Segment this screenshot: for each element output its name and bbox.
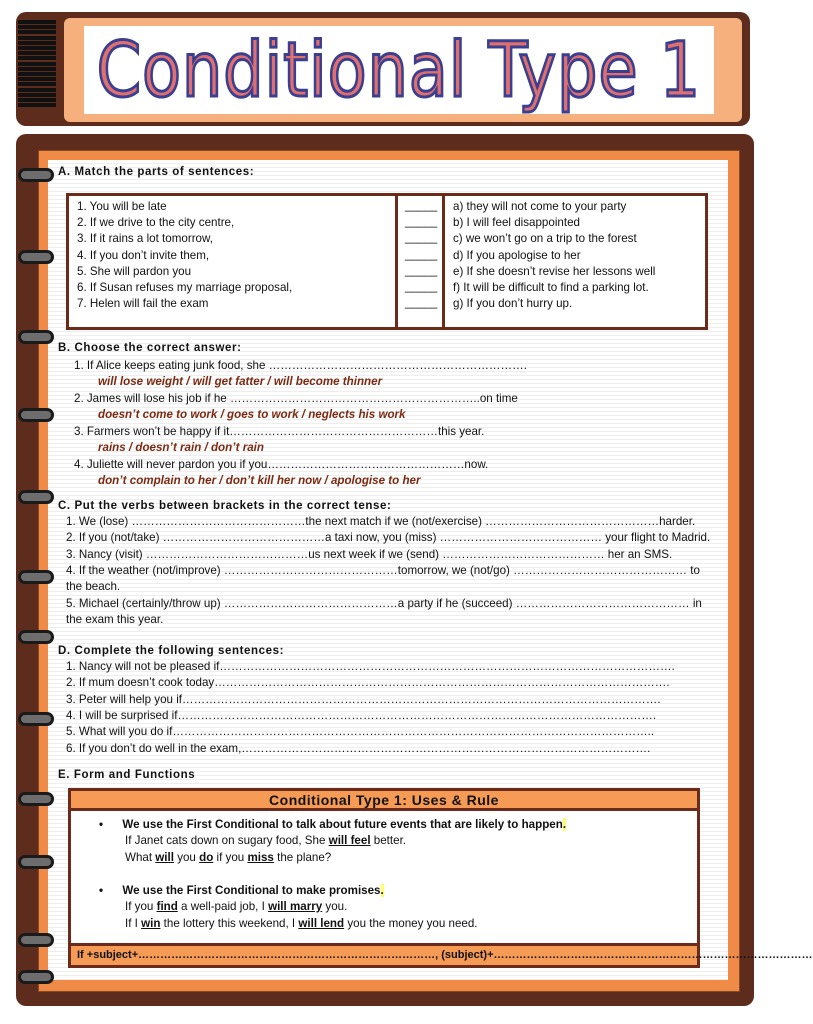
match-answer-blank[interactable]: _____: [405, 280, 438, 294]
spiral-wire: [18, 56, 56, 60]
spiral-wire: [18, 25, 56, 29]
completion-line[interactable]: 2. If mum doesn’t cook today……………………………………………………………………………………………………….: [66, 676, 670, 690]
page-title: Conditional Type 1: [96, 25, 702, 114]
spiral-wire: [18, 67, 56, 71]
spiral-wire: [18, 98, 56, 102]
spiral-wire: [18, 93, 56, 97]
completion-line[interactable]: 5. What will you do if……………………………………………………………………………………………………………..: [66, 725, 655, 739]
rules-box: [68, 788, 813, 968]
match-answer-blank[interactable]: _____: [405, 215, 438, 229]
match-blank-column: [395, 193, 446, 330]
match-item-left: 7. Helen will fail the exam: [77, 297, 209, 311]
match-item-right: f) It will be difficult to find a parking lot.: [453, 281, 649, 295]
tense-exercise-line[interactable]: the exam this year.: [66, 612, 164, 626]
spiral-wire: [18, 30, 56, 34]
completion-line[interactable]: 3. Peter will help you if…………………………………………………………………………………………………………….: [66, 692, 661, 706]
example-2a: If you find a well-paid job, I will marry you.: [125, 900, 348, 913]
example-1b: What will you do if you miss the plane?: [125, 851, 332, 864]
spiral-ring: [18, 712, 54, 726]
tense-exercise-line[interactable]: 3. Nancy (visit) ……………………………………us next week if we (send) …………………………………… her an SMS.: [66, 547, 673, 561]
match-item-left: 3. If it rains a lot tomorrow,: [77, 232, 213, 246]
match-item-left: 2. If we drive to the city centre,: [77, 216, 235, 230]
title-paper: [84, 26, 714, 114]
section-d-heading: D. Complete the following sentences:: [58, 645, 285, 657]
spiral-wire: [18, 51, 56, 55]
match-left-column: [66, 193, 399, 330]
tense-exercise-line[interactable]: 2. If you (not/take) ……………………………………a taxi now, you (miss) …………………………………… your flight to Madrid.: [66, 531, 711, 545]
completion-line[interactable]: 4. I will be surprised if…………………………………………………………………………………………………………….: [66, 708, 657, 722]
section-c-heading: C. Put the verbs between brackets in the correct tense:: [58, 500, 392, 512]
spiral-wire: [18, 20, 56, 24]
spiral-wire: [18, 41, 56, 45]
match-item-right: e) If she doesn’t revise her lessons well: [453, 264, 656, 278]
question-line: 2. James will lose his job if he ………………………………………………………..on time: [74, 392, 518, 405]
answer-options[interactable]: doesn’t come to work / goes to work / neglects his work: [98, 408, 406, 421]
spiral-ring: [18, 168, 54, 182]
tense-exercise-line[interactable]: the beach.: [66, 580, 121, 594]
spiral-ring: [18, 855, 54, 869]
match-answer-blank[interactable]: _____: [405, 247, 438, 261]
match-item-right: d) If you apologise to her: [453, 248, 581, 262]
spiral-wire: [18, 88, 56, 92]
question-line: 3. Farmers won’t be happy if it………………………………………………this year.: [74, 425, 485, 438]
match-answer-blank[interactable]: _____: [405, 263, 438, 277]
rule-formula[interactable]: If +subject+………………………………………………………………………, (subject)+……………………………………………………………………………: [71, 943, 697, 965]
question-line: 1. If Alice keeps eating junk food, she ………………………………………………………….: [74, 359, 527, 372]
spiral-wire: [18, 77, 56, 81]
rules-box-title: Conditional Type 1: Uses & Rule: [71, 791, 697, 811]
example-2b: If I win the lottery this weekend, I will lend you the money you need.: [125, 917, 478, 930]
use-1: • We use the First Conditional to talk about future events that are likely to happen.: [99, 818, 567, 831]
match-answer-blank[interactable]: _____: [405, 199, 438, 212]
answer-options[interactable]: rains / doesn’t rain / don’t rain: [98, 441, 264, 454]
match-item-left: 1. You will be late: [77, 200, 167, 213]
section-a-heading: A. Match the parts of sentences:: [58, 166, 255, 178]
tense-exercise-line[interactable]: 1. We (lose) ………………………………………the next match if we (not/exercise) ………………………………………harder.: [66, 515, 696, 528]
spiral-wire: [18, 82, 56, 86]
use-1-text: We use the First Conditional to talk about future events that are likely to happen: [122, 818, 563, 831]
completion-line[interactable]: 6. If you don’t do well in the exam,…………………………………………………………………………………………….: [66, 741, 651, 755]
match-item-left: 5. She will pardon you: [77, 264, 192, 278]
spiral-ring: [18, 250, 54, 264]
completion-line[interactable]: 1. Nancy will not be pleased if……………………………………………………………………………………………………….: [66, 660, 675, 673]
spiral-ring: [18, 970, 54, 984]
spiral-ring: [18, 330, 54, 344]
spiral-ring: [18, 933, 54, 947]
match-item-right: c) we won’t go on a trip to the forest: [453, 232, 637, 246]
spiral-ring: [18, 792, 54, 806]
section-e-heading: E. Form and Functions: [58, 769, 196, 781]
spiral-ring: [18, 570, 54, 584]
spiral-wire: [18, 72, 56, 76]
question-line: 4. Juliette will never pardon you if you……………………………………………now.: [74, 458, 489, 471]
use-2: • We use the First Conditional to make promises.: [99, 884, 384, 897]
match-answer-blank[interactable]: _____: [405, 231, 438, 245]
spiral-wire: [18, 103, 56, 107]
answer-options[interactable]: will lose weight / will get fatter / will become thinner: [98, 375, 383, 388]
spiral-wire: [18, 36, 56, 40]
tense-exercise-line[interactable]: 4. If the weather (not/improve) ………………………………………tomorrow, we (not/go) ……………………………………… to: [66, 563, 700, 577]
spiral-ring: [18, 490, 54, 504]
match-item-right: b) I will feel disappointed: [453, 216, 580, 230]
title-frame: [64, 18, 742, 122]
title-banner: [16, 12, 750, 126]
match-item-right: g) If you don’t hurry up.: [453, 297, 573, 311]
match-item-right: a) they will not come to your party: [453, 200, 627, 213]
spiral-ring: [18, 630, 54, 644]
example-1a: If Janet cats down on sugary food, She will feel better.: [125, 834, 407, 847]
spiral-wire: [18, 46, 56, 50]
section-b-heading: B. Choose the correct answer:: [58, 342, 242, 354]
match-item-left: 4. If you don’t invite them,: [77, 248, 210, 262]
answer-options[interactable]: don’t complain to her / don’t kill her now / apologise to her: [98, 474, 421, 487]
match-answer-blank[interactable]: _____: [405, 296, 438, 310]
tense-exercise-line[interactable]: 5. Michael (certainly/throw up) ………………………………………a party if he (succeed) ……………………………………… in: [66, 596, 702, 610]
match-item-left: 6. If Susan refuses my marriage proposal,: [77, 281, 293, 295]
use-2-text: We use the First Conditional to make promises: [122, 884, 381, 897]
spiral-ring: [18, 408, 54, 422]
spiral-wire: [18, 62, 56, 66]
match-right-column: [442, 193, 708, 330]
